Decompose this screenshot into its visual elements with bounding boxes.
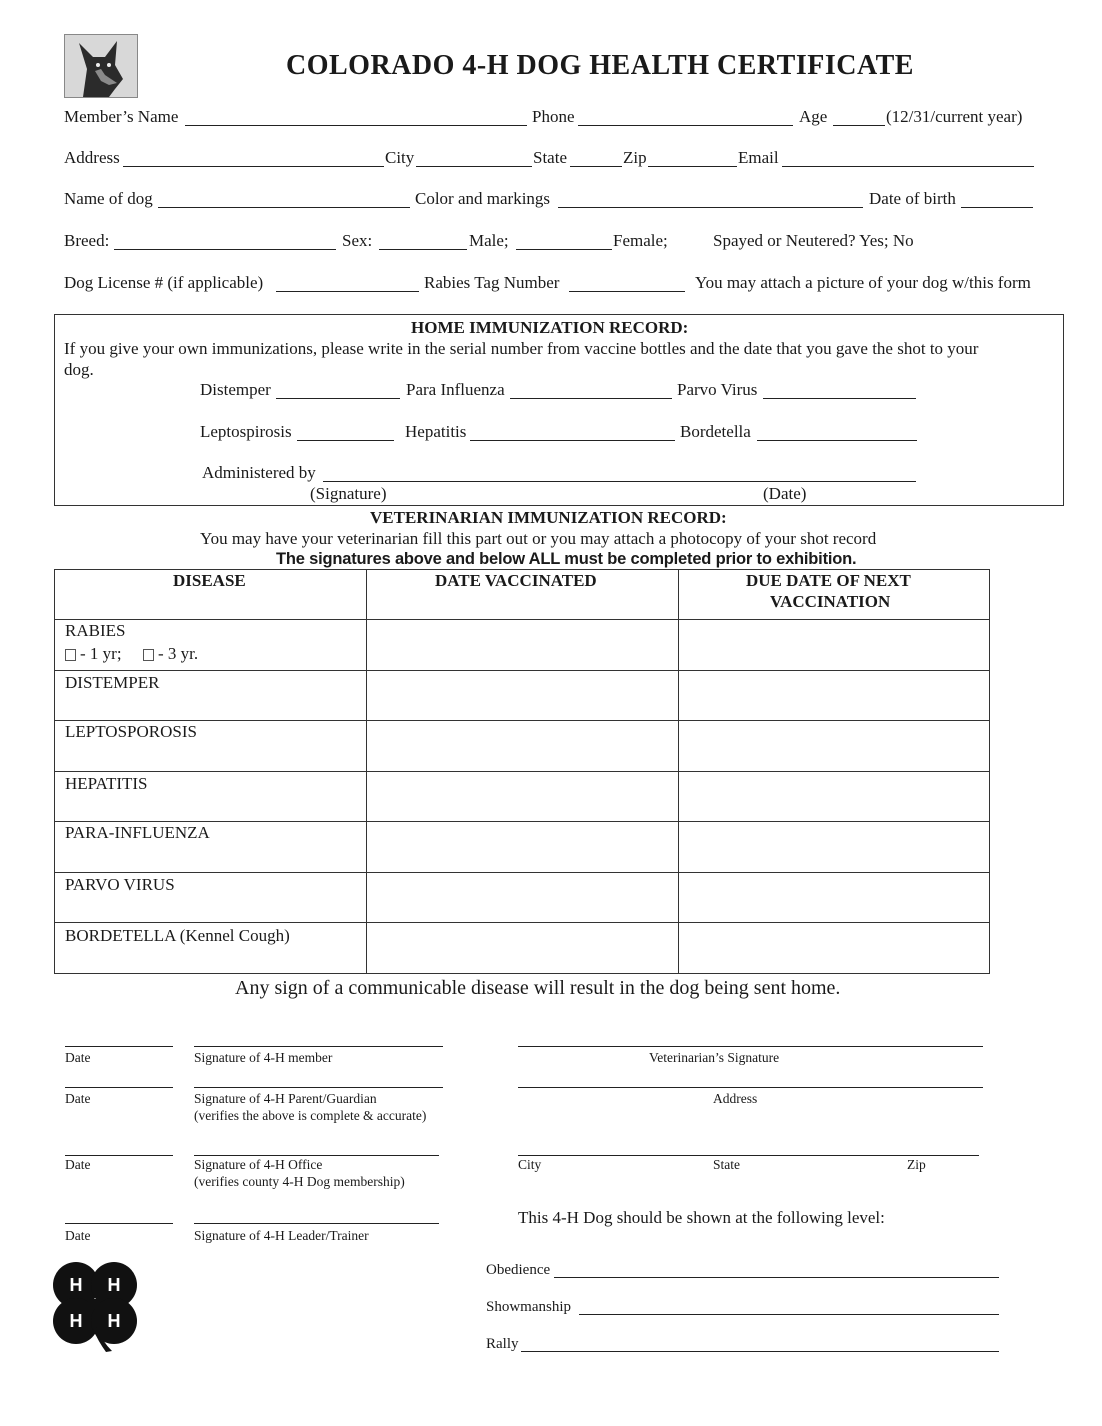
date-label-4: Date [65, 1228, 91, 1243]
obedience-field[interactable] [554, 1277, 999, 1278]
bordetella-label: Bordetella [680, 422, 751, 441]
zip-field[interactable] [648, 166, 737, 167]
vet-record-warning: The signatures above and below ALL must be completed prior to exhibition. [276, 550, 857, 568]
rabies-1yr-label: - 1 yr; [80, 644, 122, 663]
vet-city-line[interactable] [518, 1155, 979, 1156]
vaccination-table [54, 569, 990, 974]
parent-signature-note: (verifies the above is complete & accurate) [194, 1108, 427, 1123]
col-date-vaccinated: DATE VACCINATED [435, 571, 597, 590]
distemper-field[interactable] [276, 398, 400, 399]
office-signature-label: Signature of 4-H Office [194, 1157, 323, 1172]
breed-label: Breed: [64, 231, 110, 250]
zip-label: Zip [623, 148, 647, 167]
female-field[interactable] [516, 249, 612, 250]
date-label-1: Date [65, 1050, 91, 1065]
vet-record-heading: VETERINARIAN IMMUNIZATION RECORD: [370, 508, 727, 527]
picture-note: You may attach a picture of your dog w/this form [695, 273, 1031, 292]
communicable-disease-notice: Any sign of a communicable disease will result in the dog being sent home. [235, 977, 841, 999]
signature-caption: (Signature) [310, 484, 387, 503]
administered-by-field[interactable] [323, 481, 916, 482]
vet-signature-line[interactable] [518, 1046, 983, 1047]
para-influenza-field[interactable] [510, 398, 672, 399]
parent-signature-line[interactable] [194, 1087, 443, 1088]
dog-name-field[interactable] [158, 207, 410, 208]
address-field[interactable] [123, 166, 384, 167]
date-line-4[interactable] [65, 1223, 173, 1224]
rally-field[interactable] [521, 1351, 999, 1352]
row-para-influenza: PARA-INFLUENZA [65, 823, 210, 842]
office-signature-note: (verifies county 4-H Dog membership) [194, 1174, 405, 1189]
rabies-tag-label: Rabies Tag Number [424, 273, 560, 292]
vet-signature-label: Veterinarian’s Signature [649, 1050, 780, 1065]
date-label-2: Date [65, 1091, 91, 1106]
col-due-date-2: VACCINATION [770, 592, 891, 611]
date-line-2[interactable] [65, 1087, 173, 1088]
office-signature-line[interactable] [194, 1155, 439, 1156]
phone-label: Phone [532, 107, 575, 126]
vet-zip-label: Zip [907, 1157, 926, 1172]
vet-city-label: City [518, 1157, 542, 1172]
hepatitis-field[interactable] [470, 440, 675, 441]
color-markings-label: Color and markings [415, 189, 551, 208]
logo-letter-h-4: H [107, 1311, 121, 1331]
vet-state-label: State [713, 1157, 740, 1172]
dog-photo [64, 34, 138, 98]
state-label: State [533, 148, 567, 167]
parvo-field[interactable] [763, 398, 916, 399]
leader-signature-line[interactable] [194, 1223, 439, 1224]
license-label: Dog License # (if applicable) [64, 273, 264, 292]
logo-letter-h-1: H [69, 1275, 83, 1295]
female-label: Female; [613, 231, 668, 250]
city-label: City [385, 148, 415, 167]
sex-label: Sex: [342, 231, 373, 250]
col-due-date: DUE DATE OF NEXT [746, 571, 911, 590]
hepatitis-label: Hepatitis [405, 422, 467, 441]
date-line-1[interactable] [65, 1046, 173, 1047]
row-leptosporosis: LEPTOSPOROSIS [65, 722, 197, 741]
four-h-clover-logo [46, 1255, 144, 1353]
male-field[interactable] [379, 249, 467, 250]
logo-letter-h-3: H [69, 1311, 83, 1331]
date-label-3: Date [65, 1157, 91, 1172]
vet-address-label: Address [713, 1091, 758, 1106]
page-title: COLORADO 4-H DOG HEALTH CERTIFICATE [286, 50, 914, 81]
row-bordetella: BORDETELLA (Kennel Cough) [65, 926, 290, 945]
checkbox-icon[interactable] [65, 649, 76, 661]
showmanship-field[interactable] [579, 1314, 999, 1315]
members-name-label: Member’s Name [64, 107, 179, 126]
rabies-tag-field[interactable] [569, 291, 685, 292]
date-line-3[interactable] [65, 1155, 173, 1156]
rabies-1yr-option[interactable] [65, 644, 122, 664]
age-label: Age [799, 107, 828, 126]
home-record-instructions-1: If you give your own immunizations, please write in the serial number from vaccine bottles and the date that you gave the shot to your [64, 339, 979, 358]
row-parvo-virus: PARVO VIRUS [65, 875, 175, 894]
date-caption: (Date) [763, 484, 807, 503]
home-record-instructions-2: dog. [64, 360, 94, 379]
dog-name-label: Name of dog [64, 189, 153, 208]
dob-field[interactable] [961, 207, 1033, 208]
male-label: Male; [469, 231, 509, 250]
address-label: Address [64, 148, 120, 167]
row-distemper: DISTEMPER [65, 673, 160, 692]
para-influenza-label: Para Influenza [406, 380, 505, 399]
row-hepatitis: HEPATITIS [65, 774, 148, 793]
parent-signature-label: Signature of 4-H Parent/Guardian [194, 1091, 377, 1106]
breed-field[interactable] [114, 249, 336, 250]
checkbox-icon[interactable] [143, 649, 154, 661]
col-disease: DISEASE [173, 571, 246, 590]
rabies-3yr-label: - 3 yr. [158, 644, 199, 663]
member-signature-label: Signature of 4-H member [194, 1050, 333, 1065]
age-note: (12/31/current year) [886, 107, 1023, 126]
email-field[interactable] [782, 166, 1034, 167]
rally-label: Rally [486, 1336, 519, 1352]
spayed-neutered[interactable]: Spayed or Neutered? Yes; No [713, 231, 914, 250]
vet-address-line[interactable] [518, 1087, 983, 1088]
member-signature-line[interactable] [194, 1046, 443, 1047]
dob-label: Date of birth [869, 189, 956, 208]
vet-record-note: You may have your veterinarian fill this part out or you may attach a photocopy of your shot record [200, 529, 877, 548]
rabies-3yr-option[interactable] [143, 644, 198, 664]
level-intro: This 4-H Dog should be shown at the following level: [518, 1208, 885, 1227]
parvo-label: Parvo Virus [677, 380, 758, 399]
license-field[interactable] [276, 291, 419, 292]
city-field[interactable] [416, 166, 532, 167]
bordetella-field[interactable] [757, 440, 917, 441]
row-rabies: RABIES [65, 621, 126, 640]
showmanship-label: Showmanship [486, 1299, 572, 1315]
leader-signature-label: Signature of 4-H Leader/Trainer [194, 1228, 369, 1243]
lepto-label: Leptospirosis [200, 422, 292, 441]
members-name-field[interactable] [185, 125, 527, 126]
administered-by-label: Administered by [202, 463, 316, 482]
home-record-heading: HOME IMMUNIZATION RECORD: [411, 318, 689, 337]
lepto-field[interactable] [297, 440, 394, 441]
obedience-label: Obedience [486, 1262, 551, 1278]
color-markings-field[interactable] [558, 207, 863, 208]
phone-field[interactable] [578, 125, 793, 126]
state-field[interactable] [570, 166, 622, 167]
age-field[interactable] [833, 125, 885, 126]
distemper-label: Distemper [200, 380, 271, 399]
email-label: Email [738, 148, 779, 167]
logo-letter-h-2: H [107, 1275, 121, 1295]
